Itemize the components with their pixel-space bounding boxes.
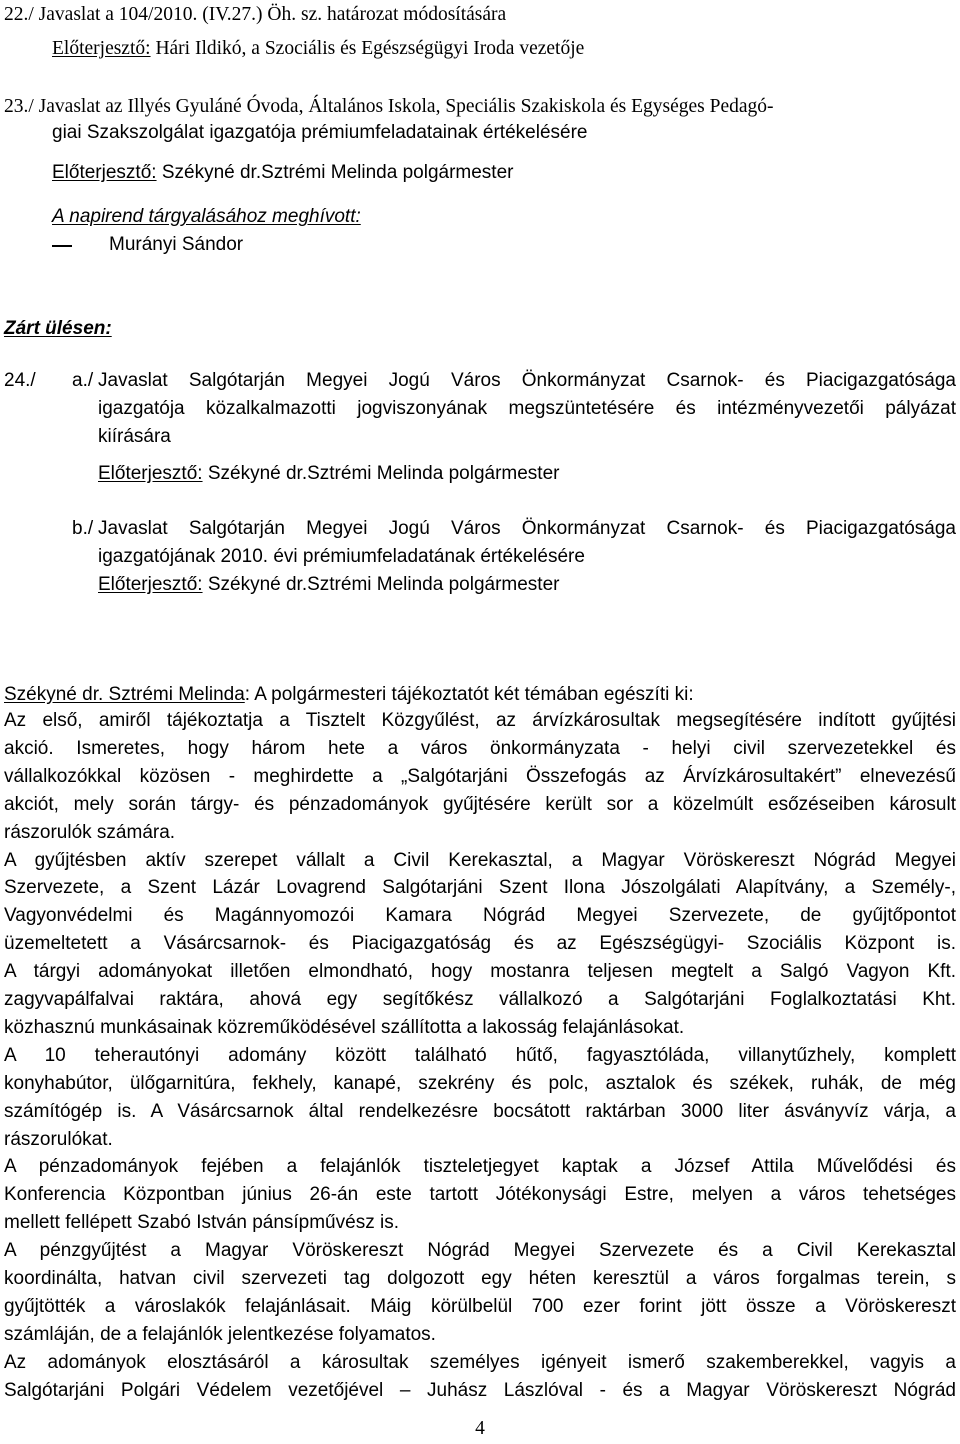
item-23-title-line1: 23./ Javaslat az Illyés Gyuláné Óvoda, Általános Iskola, Speciális Szakiskola és Egységes Pedagó- (4, 96, 774, 117)
page-number: 4 (475, 1418, 485, 1439)
speech-line: rászorulók számára. (4, 821, 176, 843)
item-24-number: 24./ (4, 370, 36, 391)
invited-label: A napirend tárgyalásához meghívott: (52, 206, 361, 227)
speech-intro-text: : A polgármesteri tájékoztatót két témában egészíti ki: (244, 684, 694, 705)
item-24-a-presenter (98, 461, 956, 487)
presenter-label: Előterjesztő: (52, 162, 157, 183)
speech-line: Szervezete, a Szent Lázár Lovagrend Salgótarjáni Szent Ilona Jószolgálati Alapítvány, a Személy-, (4, 877, 956, 899)
speech-line: konyhabútor, ülőgarnitúra, fekhely, kanapé, szekrény és polc, asztalok és székek, ruhák, de még (4, 1072, 956, 1094)
item-24-b-presenter (98, 572, 956, 598)
item-24-b-line1: Javaslat Salgótarján Megyei Jogú Város Önkormányzat Csarnok- és Piacigazgatósága (98, 518, 956, 539)
speech-line: Az első, amiről tájékoztatja a Tisztelt Közgyűlést, az árvízkárosultak megsegítésére indított gyűjtési (4, 710, 956, 731)
speech-line: Vagyonvédelmi és Magánnyomozói Kamara Nógrád Megyei Szervezete, de gyűjtőpontot (4, 905, 956, 927)
speech-line: számláján, de a felajánlók jelentkezése folyamatos. (4, 1323, 436, 1345)
item-23-presenter (52, 160, 956, 186)
speech-line: A gyűjtésben aktív szerepet vállalt a Civil Kerekasztal, a Magyar Vöröskereszt Nógrád Megyei (4, 849, 956, 871)
item-23-title-line2: giai Szakszolgálat igazgatója prémiumfeladatainak értékelésére (52, 122, 588, 143)
speech-line: üzemeltetett a Vásárcsarnok- és Piacigazgatóság és az Egészségügyi- Szociális Központ is. (4, 933, 956, 955)
item-24-a-line1: Javaslat Salgótarján Megyei Jogú Város Önkormányzat Csarnok- és Piacigazgatósága (98, 370, 956, 391)
list-dash (52, 245, 72, 247)
item-24-a-line2: igazgatója közalkalmazotti jogviszonyának megszüntetésére és intézményvezetői pályázat (98, 398, 956, 419)
speech-line: rászorulókat. (4, 1128, 113, 1150)
presenter-label: Előterjesztő: (98, 574, 203, 595)
speech-line: számítógép is. A Vásárcsarnok által rendelkezésre bocsátott raktárban 3000 liter ásványvíz várja, a (4, 1100, 956, 1122)
closed-session-heading: Zárt ülésen: (4, 318, 112, 339)
presenter-label: Előterjesztő: (98, 463, 203, 484)
speech-line: koordinálta, hatvan civil szervezeti tag dolgozott egy héten keresztül a város forgalmas terein, s (4, 1268, 956, 1289)
speech-line: Az adományok elosztásáról a károsultak személyes igényeit ismerő szakemberekkel, vagyis a (4, 1351, 956, 1373)
item-24-a-line3: kiírására (98, 426, 171, 447)
item-22-presenter (52, 36, 956, 62)
speech-line: gyűjtötték a városlakók felajánlásait. Máig körülbelül 700 ezer forint jött össze a Vöröskereszt (4, 1295, 956, 1317)
speech-intro (4, 682, 956, 708)
speech-line: mellett fellépett Szabó István pánsípművész is. (4, 1212, 399, 1234)
speech-line: A pénzgyűjtést a Magyar Vöröskereszt Nógrád Megyei Szervezete és a Civil Kerekasztal (4, 1240, 956, 1262)
presenter-name: Székyné dr.Sztrémi Melinda polgármester (202, 574, 560, 595)
speaker-name: Székyné dr. Sztrémi Melinda (4, 684, 245, 705)
presenter-name: Székyné dr.Sztrémi Melinda polgármester (156, 162, 514, 183)
item-24-b-label: b./ (72, 518, 94, 539)
speech-line: akciót, mely során tárgy- és pénzadományok gyűjtésére került sor a közelmúlt esőzéseiben károsult (4, 793, 956, 815)
presenter-name: Hári Ildikó, a Szociális és Egészségügyi Iroda vezetője (150, 38, 585, 59)
speech-line: A pénzadományok fejében a felajánlók tiszteletjegyet kaptak a József Attila Művelődési és (4, 1156, 956, 1178)
speech-line: A tárgyi adományokat illetően elmondható, hogy mostanra teljesen megtelt a Salgó Vagyon Kft. (4, 961, 956, 983)
speech-line: közhasznú munkásainak közreműködésével szállította a lakosság felajánlásokat. (4, 1016, 685, 1038)
item-22-title: 22./ Javaslat a 104/2010. (IV.27.) Öh. sz. határozat módosítására (4, 4, 507, 25)
item-24-b-line2: igazgatójának 2010. évi prémiumfeladatának értékelésére (98, 546, 585, 567)
item-24-a-label: a./ (72, 370, 94, 391)
speech-line: Salgótarjáni Polgári Védelem vezetőjével – Juhász Lászlóval - és a Magyar Vöröskereszt Nógrád (4, 1379, 956, 1401)
speech-line: vállalkozókkal közösen - meghirdette a „Salgótarjáni Összefogás az Árvízkárosultakért” elnevezésű (4, 765, 956, 787)
speech-line: zagyvapálfalvai raktára, ahová egy segítőkész vállalkozó a Salgótarjáni Foglalkoztatási Kht. (4, 989, 956, 1010)
presenter-label: Előterjesztő: (52, 38, 151, 59)
speech-line: A 10 teherautónyi adomány között található hűtő, fagyasztóláda, villanytűzhely, komplett (4, 1044, 956, 1066)
speech-line: akció. Ismeretes, hogy három hete a város önkormányzata - helyi civil szervezetekkel és (4, 737, 956, 759)
invited-person: Murányi Sándor (109, 234, 244, 255)
presenter-name: Székyné dr.Sztrémi Melinda polgármester (202, 463, 560, 484)
speech-line: Konferencia Központban június 26-án este tartott Jótékonysági Estre, melyen a város tehetséges (4, 1184, 956, 1206)
